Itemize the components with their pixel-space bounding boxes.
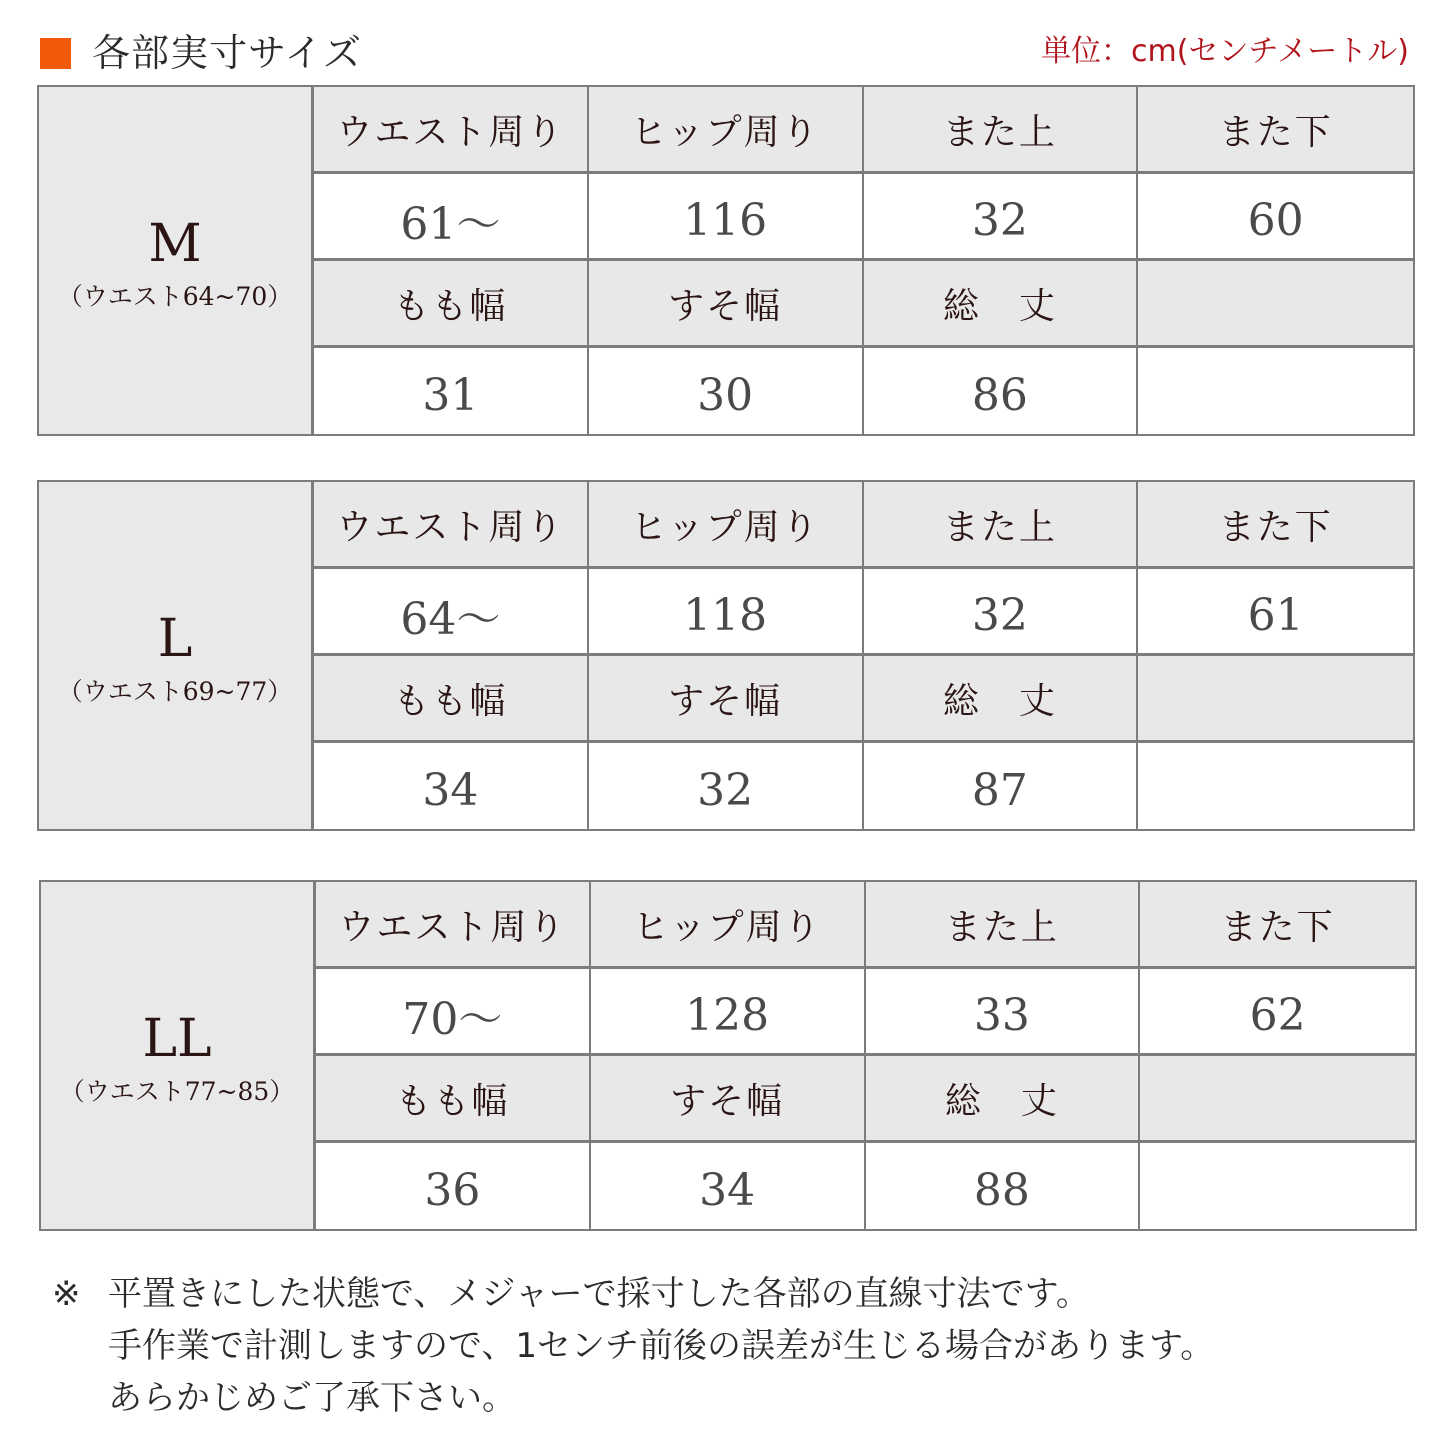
value-cell-empty <box>1138 743 1413 829</box>
value-cell-hem <box>589 743 864 829</box>
header-cell-thigh <box>314 656 589 743</box>
size-table-m <box>37 85 1415 436</box>
value: 34 <box>699 1164 756 1216</box>
value-cell-hem <box>589 348 864 434</box>
value-cell-thigh <box>316 1143 591 1229</box>
header-cell-hem <box>591 1056 866 1143</box>
header-label: すそ幅 <box>668 680 783 722</box>
header-label: ヒップ周り <box>632 906 822 948</box>
value-cell-length <box>866 1143 1141 1229</box>
value-cell-hip <box>589 174 864 261</box>
value-cell-hem <box>591 1143 866 1229</box>
unit-label: 単位：cm(センチメートル) <box>1041 34 1409 69</box>
size-table-l <box>37 480 1415 831</box>
header-cell-empty <box>1138 261 1413 348</box>
header-cell-rise <box>866 882 1141 969</box>
size-label-cell <box>41 882 316 1229</box>
footnote-line <box>52 1268 1432 1320</box>
value-cell-rise <box>866 969 1141 1056</box>
value: 30 <box>697 369 754 421</box>
value-cell-length <box>864 743 1139 829</box>
header-label: ヒップ周り <box>630 506 820 548</box>
value-cell-waist <box>314 569 589 656</box>
value-cell-thigh <box>314 743 589 829</box>
measurement-grid <box>316 882 1415 1229</box>
footnote-text: 手作業で計測しますので、1センチ前後の誤差が生じる場合があります。 <box>108 1326 1215 1366</box>
header-label: もも幅 <box>393 680 508 722</box>
header-cell-inseam <box>1138 482 1413 569</box>
header-cell-rise <box>864 87 1139 174</box>
value-cell-rise <box>864 174 1139 261</box>
value-cell-length <box>864 348 1139 434</box>
header-cell-empty <box>1138 656 1413 743</box>
header-label: ヒップ周り <box>630 111 820 153</box>
header-label: 総 丈 <box>942 285 1057 327</box>
size-label-cell <box>39 87 314 434</box>
value-cell-empty <box>1140 1143 1415 1229</box>
header-label: また上 <box>944 906 1059 948</box>
value: 70～ <box>402 994 503 1045</box>
measurement-grid <box>314 482 1413 829</box>
page-header <box>40 28 1409 78</box>
header-label: すそ幅 <box>670 1080 785 1122</box>
header-cell-hip <box>591 882 866 969</box>
value-cell-rise <box>864 569 1139 656</box>
header-cell-hip <box>589 87 864 174</box>
value: 31 <box>422 369 479 421</box>
value-cell-inseam <box>1140 969 1415 1056</box>
value-cell-empty <box>1138 348 1413 434</box>
reference-mark-icon: ※ <box>52 1274 81 1314</box>
value: 87 <box>971 764 1028 816</box>
header-cell-inseam <box>1138 87 1413 174</box>
size-name: L <box>157 608 193 669</box>
size-waist-range: （ウエスト69~77） <box>57 676 293 706</box>
header-cell-length <box>864 656 1139 743</box>
value: 32 <box>697 764 754 816</box>
size-waist-range: （ウエスト77~85） <box>59 1076 295 1106</box>
footnotes <box>52 1268 1432 1424</box>
value: 61 <box>1247 589 1304 641</box>
value: 86 <box>971 369 1028 421</box>
size-table-ll <box>39 880 1417 1231</box>
value-cell-waist <box>314 174 589 261</box>
value: 88 <box>973 1164 1030 1216</box>
header-label: もも幅 <box>395 1080 510 1122</box>
value-cell-inseam <box>1138 174 1413 261</box>
size-waist-range: （ウエスト64~70） <box>57 281 293 311</box>
header-cell-hip <box>589 482 864 569</box>
header-cell-length <box>866 1056 1141 1143</box>
value: 33 <box>973 989 1030 1041</box>
header-cell-length <box>864 261 1139 348</box>
header-label: また下 <box>1218 111 1333 153</box>
header-label: 総 丈 <box>944 1080 1059 1122</box>
header-label: 総 丈 <box>942 680 1057 722</box>
value: 34 <box>422 764 479 816</box>
value: 60 <box>1247 194 1304 246</box>
header-cell-hem <box>589 656 864 743</box>
value: 118 <box>683 589 768 641</box>
header-label: ウエスト周り <box>336 506 565 548</box>
measurement-grid <box>314 87 1413 434</box>
value: 61～ <box>400 199 501 250</box>
value-cell-waist <box>316 969 591 1056</box>
value: 128 <box>685 989 770 1041</box>
header-cell-waist <box>314 482 589 569</box>
footnote-text: 平置きにした状態で、メジャーで採寸した各部の直線寸法です。 <box>108 1274 1090 1314</box>
value: 116 <box>683 194 768 246</box>
header-label: ウエスト周り <box>336 111 565 153</box>
header-cell-rise <box>864 482 1139 569</box>
value: 36 <box>424 1164 481 1216</box>
value: 32 <box>971 194 1028 246</box>
square-bullet-icon <box>40 38 71 69</box>
value: 64～ <box>400 594 501 645</box>
header-label: また上 <box>942 111 1057 153</box>
footnote-line <box>52 1372 1432 1424</box>
header-label: すそ幅 <box>668 285 783 327</box>
header-label: また下 <box>1218 506 1333 548</box>
header-label: もも幅 <box>393 285 508 327</box>
page-title: 各部実寸サイズ <box>92 31 362 75</box>
value-cell-inseam <box>1138 569 1413 656</box>
header-cell-waist <box>314 87 589 174</box>
header-cell-hem <box>589 261 864 348</box>
footnote-text: あらかじめご了承下さい。 <box>108 1378 516 1418</box>
size-label-cell <box>39 482 314 829</box>
header-cell-empty <box>1140 1056 1415 1143</box>
header-label: また上 <box>942 506 1057 548</box>
header-cell-thigh <box>314 261 589 348</box>
footnote-line <box>52 1320 1432 1372</box>
header-cell-inseam <box>1140 882 1415 969</box>
size-name: LL <box>142 1008 212 1069</box>
value-cell-hip <box>589 569 864 656</box>
value: 32 <box>971 589 1028 641</box>
size-name: M <box>148 213 202 274</box>
header-cell-thigh <box>316 1056 591 1143</box>
value: 62 <box>1249 989 1306 1041</box>
header-label: また下 <box>1220 906 1335 948</box>
header-label: ウエスト周り <box>338 906 567 948</box>
value-cell-hip <box>591 969 866 1056</box>
header-cell-waist <box>316 882 591 969</box>
value-cell-thigh <box>314 348 589 434</box>
